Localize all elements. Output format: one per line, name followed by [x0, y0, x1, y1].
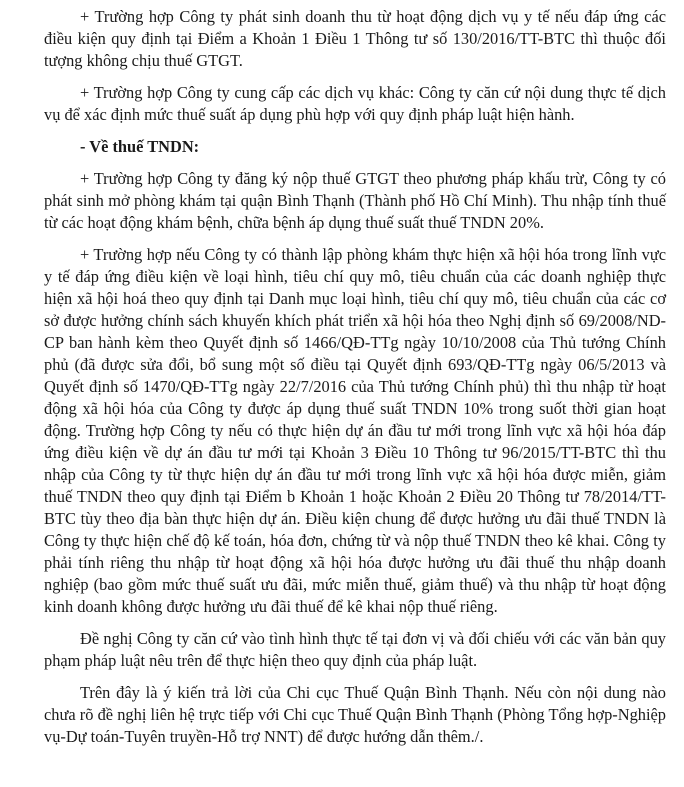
paragraph-vat-medical-exempt: + Trường hợp Công ty phát sinh doanh thu từ hoạt động dịch vụ y tế nếu đáp ứng các điều kiện quy định tại Điểm a Khoản 1 Điều 1 Thông tư số 130/2016/TT-BTC thì thuộc đối tượng không chịu thuế GTGT. — [44, 7, 666, 70]
paragraph-vat-other-services: + Trường hợp Công ty cung cấp các dịch vụ khác: Công ty căn cứ nội dung thực tế dịch vụ để xác định mức thuế suất áp dụng phù hợp với quy định pháp luật hiện hành. — [44, 83, 666, 124]
paragraph-cit-socialization: + Trường hợp nếu Công ty có thành lập phòng khám thực hiện xã hội hóa trong lĩnh vực y tế đáp ứng điều kiện về loại hình, tiêu chí quy mô, tiêu chuẩn của các doanh nghiệp thực hiện xã hội hoá theo quy định tại Danh mục loại hình, tiêu chí quy mô, tiêu chuẩn của các cơ sở được hưởng chính sách khuyến khích phát triển xã hội hóa theo Nghị định số 69/2008/ND-CP ban hành kèm theo Quyết định số 1466/QĐ-TTg ngày 10/10/2008 của Thủ tướng Chính phủ (đã được sửa đổi, bổ sung một số điều tại Quyết định 693/QĐ-TTg ngày 06/5/2013 và Quyết định số 1470/QĐ-TTg ngày 22/7/2016 của Thủ tướng Chính phủ) thì thu nhập từ hoạt động xã hội hóa của Công ty được áp dụng thuế suất TNDN 10% trong suốt thời gian hoạt động. Trường hợp Công ty nếu có thực hiện dự án đầu tư mới trong lĩnh vực xã hội hóa đáp ứng điều kiện về dự án đầu tư mới tại Khoản 3 Điều 10 Thông tư 96/2015/TT-BTC thì thu nhập của Công ty từ thực hiện dự án đầu tư mới trong lĩnh vực xã hội hóa được miễn, giảm thuế TNDN theo quy định tại Điểm b Khoản 1 hoặc Khoản 2 Điều 20 Thông tư 78/2014/TT-BTC tùy theo địa bàn thực hiện dự án. Điều kiện chung để được hưởng ưu đãi thuế TNDN là Công ty thực hiện chế độ kế toán, hóa đơn, chứng từ và nộp thuế TNDN theo kê khai. Công ty phải tính riêng thu nhập từ hoạt động xã hội hóa được hưởng ưu đãi thuế thu nhập doanh nghiệp (bao gồm mức thuế suất ưu đãi, mức miễn thuế, giảm thuế) và thu nhập từ hoạt động kinh doanh không được hưởng ưu đãi thuế để kê khai nộp thuế riêng. — [44, 245, 666, 616]
paragraph-cit-standard-rate: + Trường hợp Công ty đăng ký nộp thuế GTGT theo phương pháp khấu trừ, Công ty có phát sinh mở phòng khám tại quận Bình Thạnh (Thành phố Hồ Chí Minh). Thu nhập tính thuế từ các hoạt động khám bệnh, chữa bệnh áp dụng thuế suất thuế TNDN 20%. — [44, 169, 666, 232]
section-heading-cit: - Về thuế TNDN: — [80, 137, 200, 156]
paragraph-recommendation: Đề nghị Công ty căn cứ vào tình hình thực tế tại đơn vị và đối chiếu với các văn bản quy phạm pháp luật nêu trên để thực hiện theo quy định của pháp luật. — [44, 629, 666, 670]
paragraph-closing: Trên đây là ý kiến trả lời của Chi cục Thuế Quận Bình Thạnh. Nếu còn nội dung nào chưa rõ đề nghị liên hệ trực tiếp với Chi cục Thuế Quận Bình Thạnh (Phòng Tổng hợp-Nghiệp vụ-Dự toán-Tuyên truyền-Hỗ trợ NNT) để được hướng dẫn thêm./. — [44, 683, 666, 746]
